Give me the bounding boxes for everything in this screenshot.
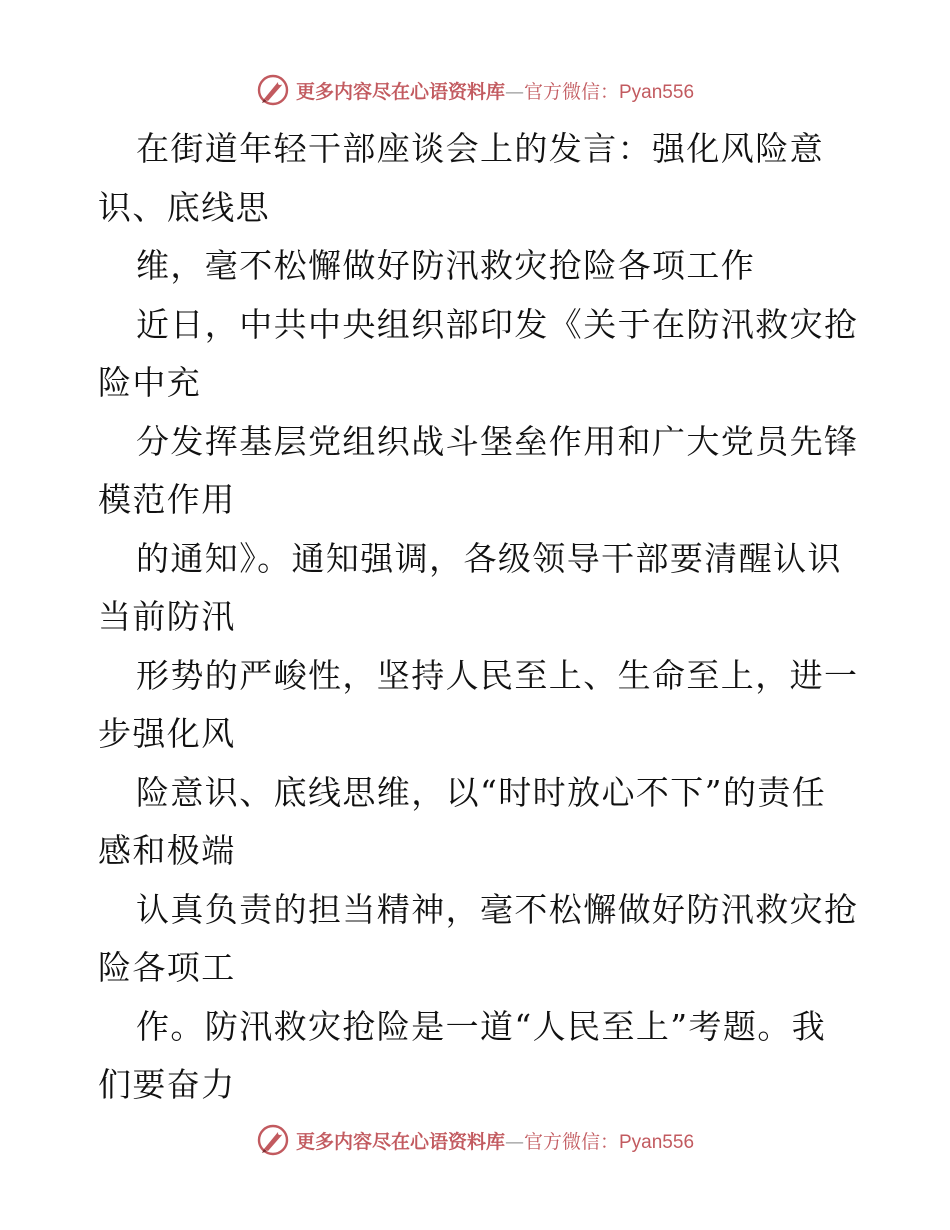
header-banner-text [296,77,694,104]
footer-banner [0,1120,950,1160]
paragraph-line: 们要奋力 [98,1065,236,1104]
paragraph-line: 分发挥基层党组织战斗堡垒作用和广大党员先锋 [136,421,859,461]
paragraph-line: 形势的严峻性，坚持人民至上、生命至上，进一 [136,655,859,695]
paragraph-line: 近日，中共中央组织部印发《关于在防汛救灾抢 [136,304,859,344]
paragraph-line: 险中充 [98,363,202,402]
paragraph-line: 在街道年轻干部座谈会上的发言：强化风险意 [136,129,824,168]
paragraph-line: 险各项工 [98,948,236,987]
paragraph-line: 感和极端 [98,831,236,870]
footer-banner-account: Pyan556 [619,1131,695,1153]
paragraph-line: 模范作用 [98,480,236,519]
pen-logo-icon [256,1123,290,1157]
footer-banner-text [296,1127,694,1154]
paragraph-line: 维，毫不松懈做好防汛救灾抢险各项工作 [136,246,756,285]
paragraph-line: 认真负责的担当精神，毫不松懈做好防汛救灾抢 [136,889,859,929]
footer-banner-separator: — [504,1130,524,1153]
header-banner-account: Pyan556 [619,81,695,103]
pen-logo-icon [256,73,290,107]
paragraph-line: 险意识、底线思维，以“时时放心不下”的责任 [136,772,827,812]
document-body [98,120,858,1115]
paragraph-line: 步强化风 [98,714,236,753]
paragraph-line: 的通知》。通知强调，各级领导干部要清醒认识 [136,538,842,578]
paragraph-line: 识、底线思 [98,187,270,227]
header-banner [0,70,950,110]
paragraph-line: 作。防汛救灾抢险是一道“人民至上”考题。我 [136,1006,827,1046]
footer-banner-brand: 更多内容尽在心语资料库 [295,1130,505,1153]
footer-banner-label: 官方微信： [523,1130,619,1153]
header-banner-label: 官方微信： [523,80,619,103]
header-banner-brand: 更多内容尽在心语资料库 [295,80,505,103]
header-banner-separator: — [504,80,524,103]
paragraph-line: 当前防汛 [98,597,236,636]
